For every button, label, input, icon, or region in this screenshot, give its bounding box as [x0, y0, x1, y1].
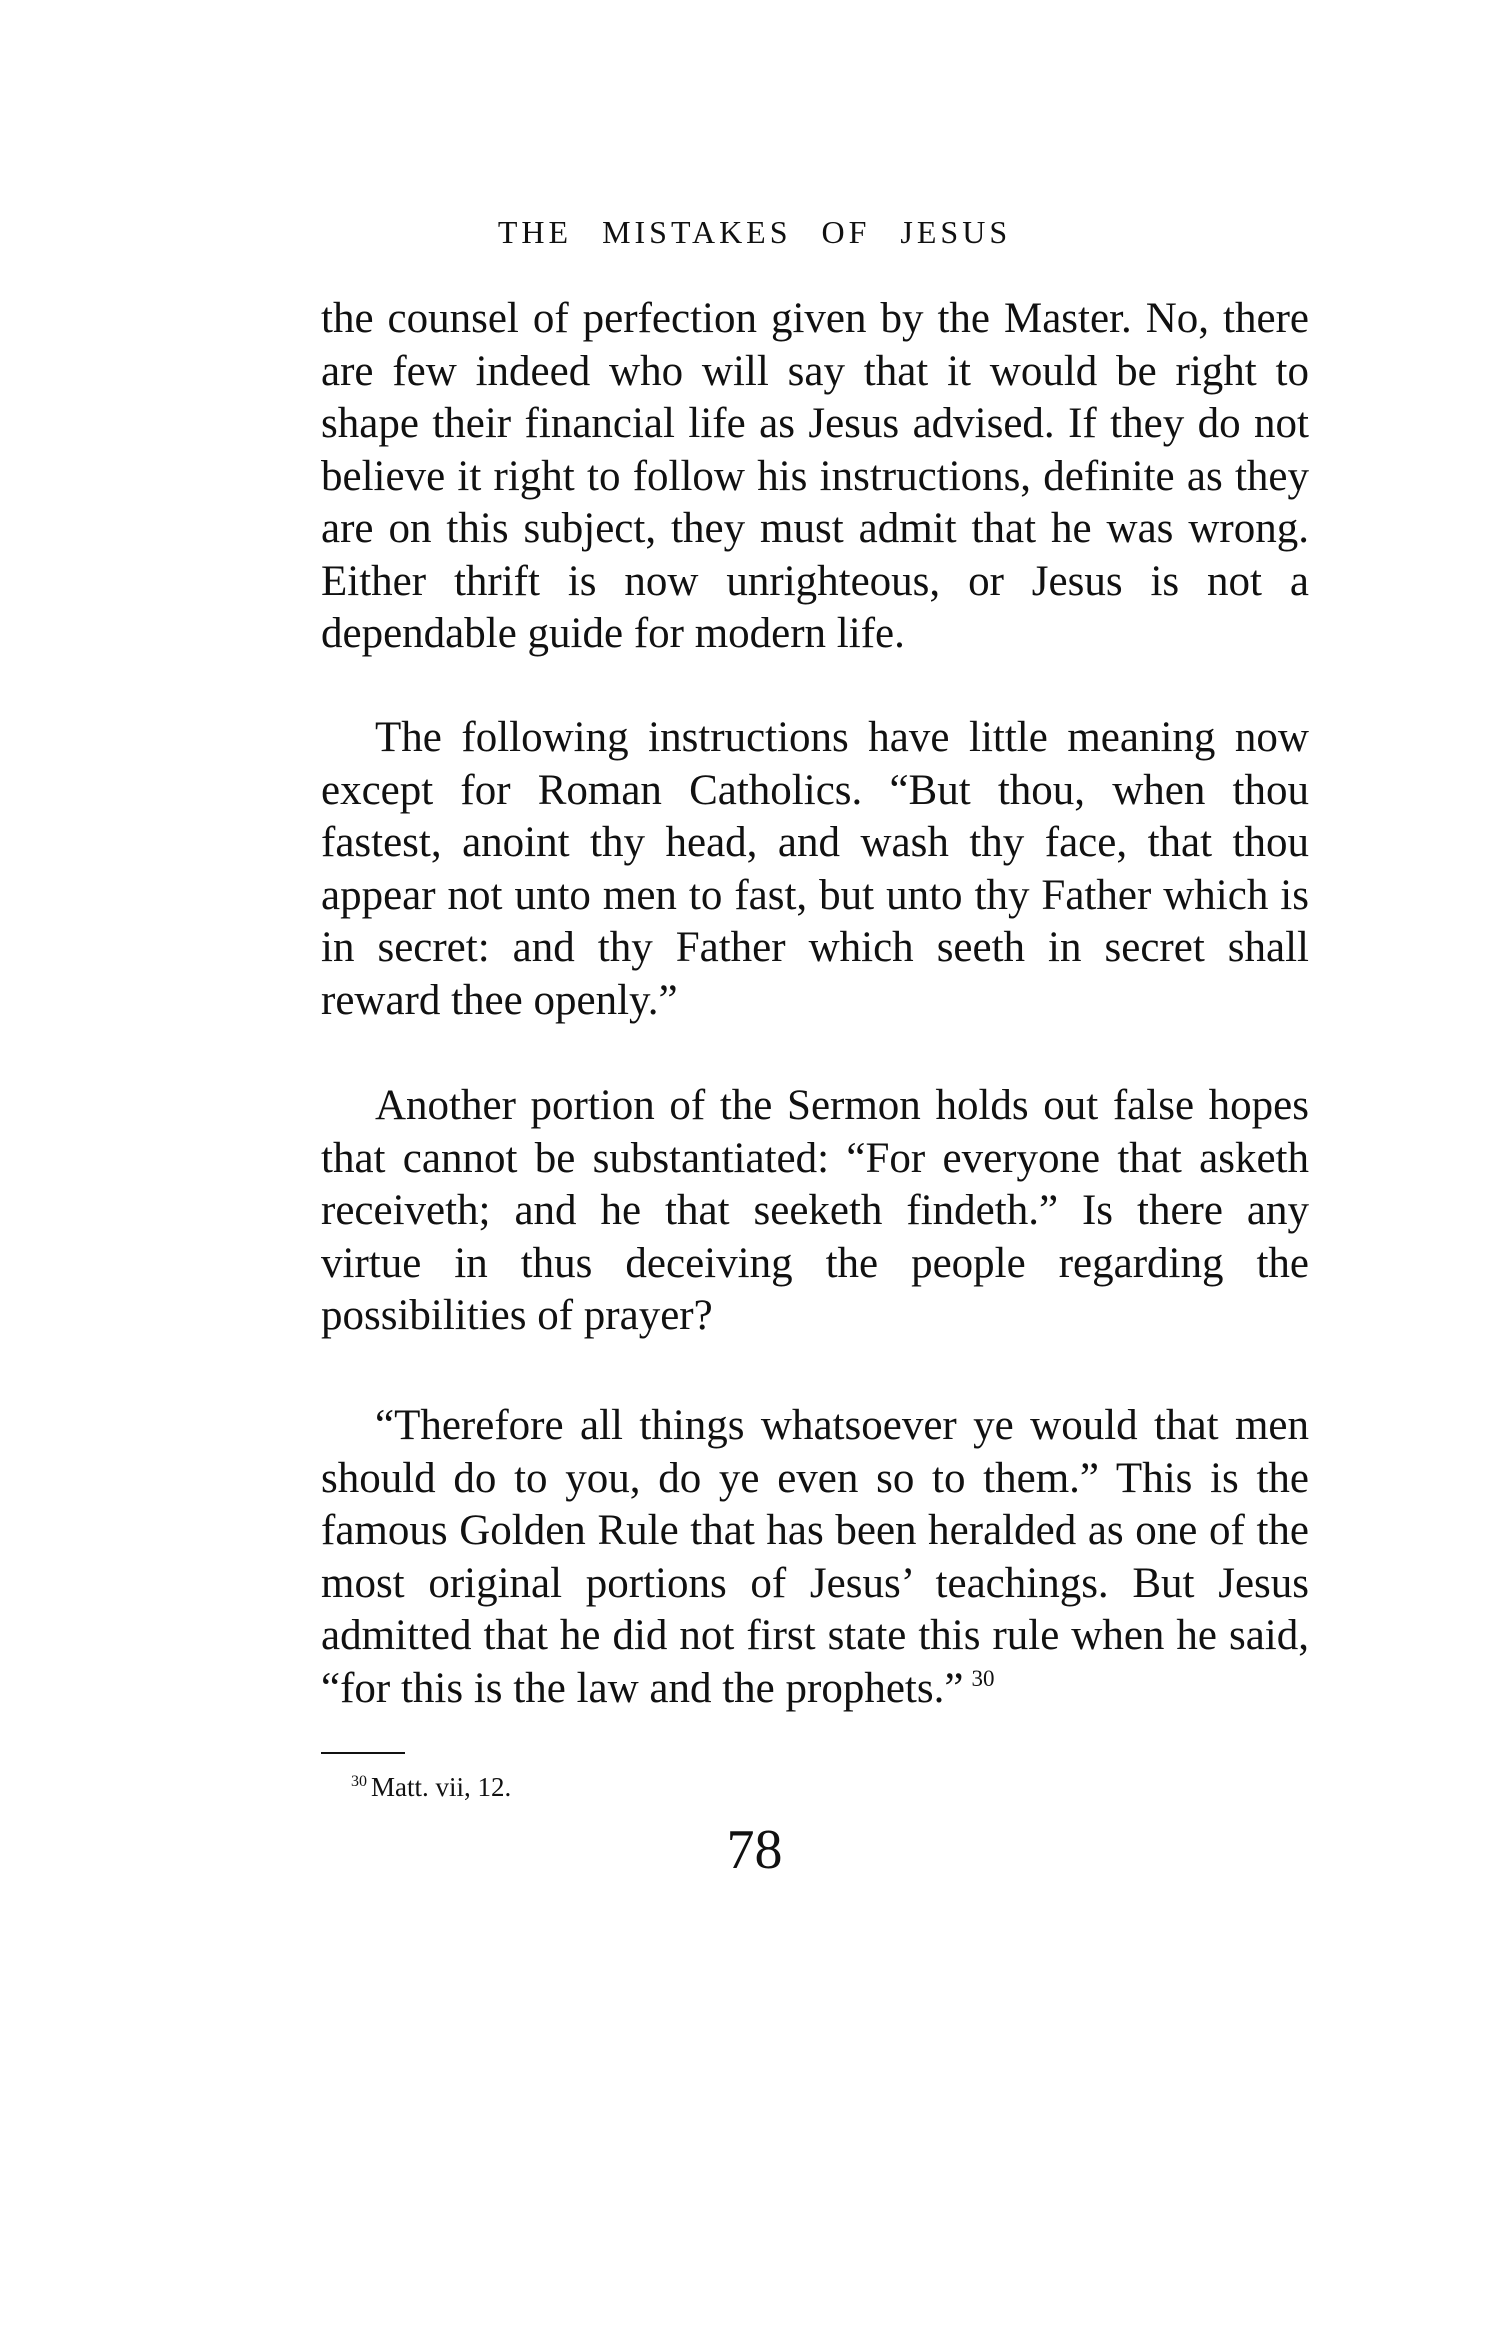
body-paragraph-1	[321, 293, 1309, 661]
footnote-number: 30	[351, 1773, 367, 1790]
paragraph-with-footnote	[321, 1400, 1309, 1715]
paragraph-text: the counsel of perfection given by the Master. No, there are few indeed who will say that it would be right to shape their financial life as Jesus advised. If they do not believe it right to follow his instructions, definite as they are on this subject, they must admit that he was wrong. Either thrift is now unrighteous, or Jesus is not a dependable guide for modern life.	[321, 295, 1309, 657]
body-paragraph-3	[321, 1080, 1309, 1343]
paragraph-text: Another portion of the Sermon holds out false hopes that cannot be substantiated: “For everyone that asketh receiveth; and he that seeketh findeth.” Is there any virtue in thus deceiving the people regarding the possibilities of prayer?	[321, 1082, 1309, 1339]
footnote-divider	[321, 1752, 405, 1754]
footnote	[351, 1770, 511, 1804]
paragraph-text: The following instructions have little meaning now except for Roman Catholics. “But thou, when thou fastest, anoint thy head, and wash thy face, that thou appear not unto men to fast, but unto thy Father which is in secret: and thy Father which seeth in secret shall reward thee openly.”	[321, 714, 1309, 1024]
paragraph-text: “Therefore all things whatsoever ye would that men should do to you, do ye even so to them.” This is the famous Golden Rule that has been heralded as one of the most original portions of Jesus’ teachings. But Jesus admitted that he did not first state this rule when he said, “for this is the law and the prophets.”	[321, 1402, 1309, 1712]
body-paragraph-2	[321, 712, 1309, 1027]
body-paragraph-4	[321, 1400, 1309, 1715]
footnote-reference: 30	[971, 1665, 995, 1691]
running-head: THE MISTAKES OF JESUS	[497, 214, 1012, 250]
footnote-text: Matt. vii, 12.	[371, 1772, 512, 1802]
page-number: 78	[726, 1819, 783, 1881]
